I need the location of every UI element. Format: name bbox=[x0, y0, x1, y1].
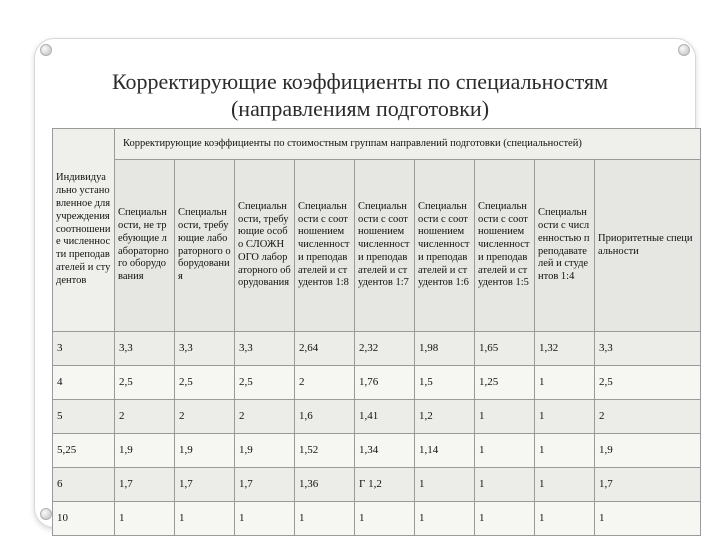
header-group-caption: Корректирующие коэффициенты по стоимостным группам направлений подготовки (специальностей) bbox=[115, 129, 701, 160]
table-cell: 2,64 bbox=[295, 332, 355, 366]
table-cell: 1,5 bbox=[415, 366, 475, 400]
table-cell: 2 bbox=[175, 400, 235, 434]
table-cell: 3,3 bbox=[235, 332, 295, 366]
coefficients-table bbox=[52, 128, 701, 536]
corner-bolt-top-left bbox=[40, 44, 52, 56]
table-cell: 2 bbox=[115, 400, 175, 434]
table-row bbox=[53, 400, 701, 434]
table-cell: 1,7 bbox=[175, 468, 235, 502]
header-col-ratio-1-6: Специальности с соотношением численности преподавателей и студентов 1:6 bbox=[415, 160, 475, 332]
header-ratio-column: Индивидуально установленное для учреждения соотношение численности преподавателей и студентов bbox=[53, 129, 115, 332]
header-col-ratio-1-5: Специальности с соотношением численности преподавателей и студентов 1:5 bbox=[475, 160, 535, 332]
table-cell: 1 bbox=[595, 502, 701, 536]
slide-title: Корректирующие коэффициенты по специальностям (направлениям подготовки) bbox=[111, 69, 609, 121]
table-cell: 1,9 bbox=[175, 434, 235, 468]
table-row bbox=[53, 332, 701, 366]
header-col-ratio-1-4: Специальности с численностью преподавателей и студентов 1:4 bbox=[535, 160, 595, 332]
table-cell: 1,65 bbox=[475, 332, 535, 366]
table-cell: 1 bbox=[115, 502, 175, 536]
table-cell: 1 bbox=[295, 502, 355, 536]
table-cell: 2 bbox=[235, 400, 295, 434]
table-cell: 6 bbox=[53, 468, 115, 502]
table-row bbox=[53, 366, 701, 400]
table-cell: 1,9 bbox=[115, 434, 175, 468]
table-cell: 3,3 bbox=[175, 332, 235, 366]
table-cell: 1 bbox=[535, 468, 595, 502]
table-cell: 2 bbox=[295, 366, 355, 400]
header-col-ratio-1-8: Специальности с соотношением численности преподавателей и студентов 1:8 bbox=[295, 160, 355, 332]
table-cell: 5,25 bbox=[53, 434, 115, 468]
table-cell: 1 bbox=[535, 400, 595, 434]
table-cell: Г 1,2 bbox=[355, 468, 415, 502]
header-col-complex-lab: Специальности, требующие особо СЛОЖНОГО лабораторного оборудования bbox=[235, 160, 295, 332]
header-col-lab: Специальности, требующие лабораторного оборудования bbox=[175, 160, 235, 332]
table-cell: 1 bbox=[415, 468, 475, 502]
table-cell: 1,2 bbox=[415, 400, 475, 434]
table-cell: 3,3 bbox=[115, 332, 175, 366]
table-cell: 1 bbox=[235, 502, 295, 536]
table-row bbox=[53, 468, 701, 502]
table-cell: 2 bbox=[595, 400, 701, 434]
table-cell: 1 bbox=[475, 434, 535, 468]
table-cell: 1 bbox=[475, 400, 535, 434]
table-cell: 1,14 bbox=[415, 434, 475, 468]
table-cell: 1,9 bbox=[595, 434, 701, 468]
table-cell: 1,52 bbox=[295, 434, 355, 468]
table-cell: 3 bbox=[53, 332, 115, 366]
table-cell: 1,41 bbox=[355, 400, 415, 434]
header-col-ratio-1-7: Специальности с соотношением численности преподавателей и студентов 1:7 bbox=[355, 160, 415, 332]
table-row bbox=[53, 434, 701, 468]
table-cell: 1,98 bbox=[415, 332, 475, 366]
table-cell: 1 bbox=[415, 502, 475, 536]
table-cell: 1,6 bbox=[295, 400, 355, 434]
table-cell: 1 bbox=[535, 502, 595, 536]
table-cell: 1 bbox=[355, 502, 415, 536]
table-cell: 2,5 bbox=[175, 366, 235, 400]
table-row bbox=[53, 502, 701, 536]
table-cell: 1 bbox=[535, 366, 595, 400]
table-cell: 2,5 bbox=[595, 366, 701, 400]
table-cell: 1,7 bbox=[235, 468, 295, 502]
table-cell: 5 bbox=[53, 400, 115, 434]
table-cell: 1 bbox=[535, 434, 595, 468]
table-cell: 1,32 bbox=[535, 332, 595, 366]
table-cell: 1,36 bbox=[295, 468, 355, 502]
table-cell: 3,3 bbox=[595, 332, 701, 366]
table-cell: 2,5 bbox=[115, 366, 175, 400]
table-cell: 2,5 bbox=[235, 366, 295, 400]
table-cell: 2,32 bbox=[355, 332, 415, 366]
table-cell: 1,7 bbox=[115, 468, 175, 502]
table-cell: 10 bbox=[53, 502, 115, 536]
table-cell: 1 bbox=[475, 468, 535, 502]
table-cell: 1 bbox=[475, 502, 535, 536]
corner-bolt-top-right bbox=[678, 44, 690, 56]
table-cell: 1,34 bbox=[355, 434, 415, 468]
header-col-priority: Приоритетные специальности bbox=[595, 160, 701, 332]
header-col-no-lab: Специальности, не требующие лабораторного оборудования bbox=[115, 160, 175, 332]
table-cell: 1,25 bbox=[475, 366, 535, 400]
corner-bolt-bottom-left bbox=[40, 508, 52, 520]
table-cell: 1 bbox=[175, 502, 235, 536]
table-cell: 1,9 bbox=[235, 434, 295, 468]
table-cell: 1,7 bbox=[595, 468, 701, 502]
table-cell: 4 bbox=[53, 366, 115, 400]
table-cell: 1,76 bbox=[355, 366, 415, 400]
